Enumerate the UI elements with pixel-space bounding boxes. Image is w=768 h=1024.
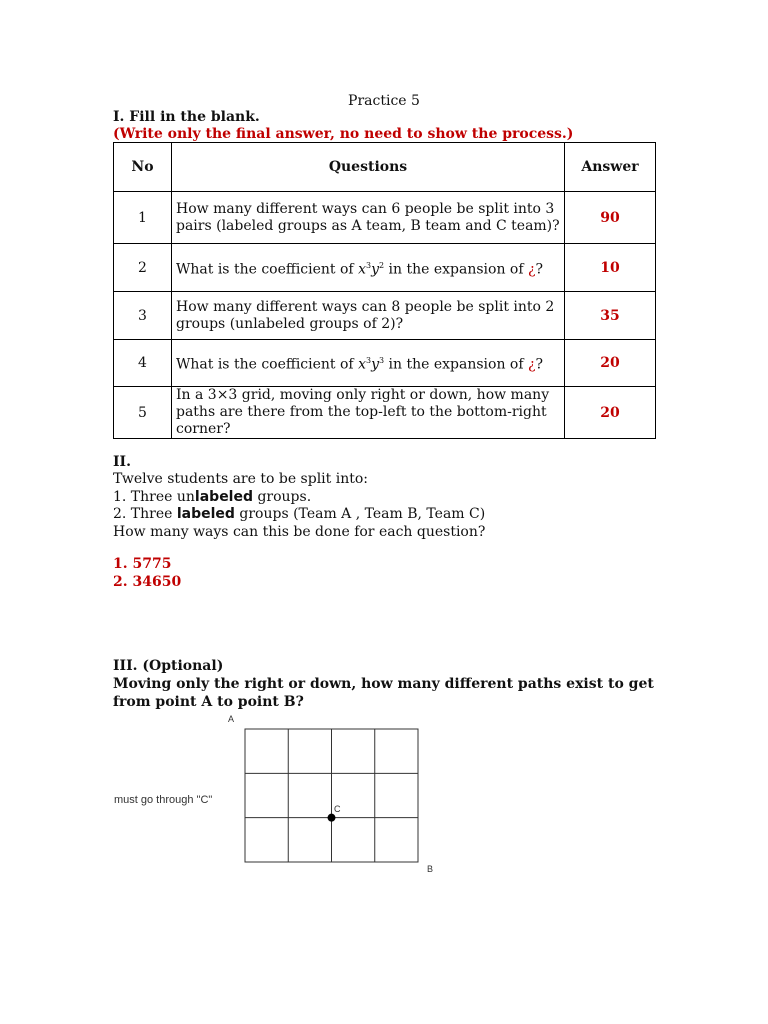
section-3-heading: III. (Optional): [113, 658, 224, 674]
table-row: [114, 244, 656, 292]
question-part: What is the coefficient of: [176, 356, 359, 373]
table-row: [114, 192, 656, 244]
header-questions: Questions: [172, 143, 565, 192]
section-2-heading: II.: [113, 454, 131, 470]
item-text: groups (Team A , Team B, Team C): [234, 506, 486, 522]
item-text: 1. Three un: [113, 488, 195, 505]
row-number: 2: [114, 244, 172, 292]
table-row: [114, 387, 656, 439]
question-text: [172, 340, 565, 387]
math-exponent: 2: [378, 260, 385, 270]
row-number: 3: [114, 292, 172, 340]
question-part: in the expansion of: [384, 261, 528, 278]
question-part: in the expansion of: [384, 356, 528, 373]
section-1-instruction: (Write only the final answer, no need to show the process.): [113, 126, 574, 142]
section-2-item-2: [113, 506, 485, 524]
answer-cell: 10: [565, 244, 656, 292]
answer-cell: 90: [565, 192, 656, 244]
question-text: How many different ways can 8 people be split into 2 groups (unlabeled groups of 2)?: [172, 292, 565, 340]
math-exponent: 3: [365, 356, 372, 366]
table-row: [114, 292, 656, 340]
row-number: 1: [114, 192, 172, 244]
point-c-dot: [328, 814, 336, 822]
answer-cell: 20: [565, 340, 656, 387]
answer-2: 2. 34650: [113, 573, 182, 590]
section-3-question: Moving only the right or down, how many different paths exist to get from point A to point B?: [113, 676, 654, 710]
table-row: [114, 340, 656, 387]
math-variable-y: y: [371, 261, 379, 278]
table-header-row: [114, 143, 656, 192]
math-variable-x: x: [358, 356, 366, 373]
constraint-note: must go through "C": [114, 794, 213, 806]
header-no: No: [114, 143, 172, 192]
item-emphasis: labeled: [194, 488, 253, 505]
grid-diagram: [108, 712, 468, 882]
question-part: ?: [535, 261, 544, 278]
broken-symbol: ¿: [527, 261, 536, 278]
question-text: How many different ways can 6 people be split into 3 pairs (labeled groups as A team, B team and C team)?: [172, 192, 565, 244]
questions-table: [113, 142, 656, 439]
question-text: In a 3×3 grid, moving only right or down, how many paths are there from the top-left to the bottom-right corner?: [172, 387, 565, 439]
item-text: 2. Three: [113, 506, 177, 522]
section-2-item-1: [113, 489, 485, 507]
question-text: [172, 244, 565, 292]
item-emphasis: labeled: [176, 506, 235, 522]
math-variable-y: y: [371, 356, 379, 373]
item-text: groups.: [253, 488, 312, 505]
section-2-question: How many ways can this be done for each question?: [113, 523, 486, 540]
math-variable-x: x: [358, 261, 366, 278]
section-2-body: [113, 471, 485, 541]
answer-cell: 20: [565, 387, 656, 439]
label-b: B: [427, 864, 434, 874]
section-1-heading: I. Fill in the blank.: [113, 109, 260, 125]
row-number: 5: [114, 387, 172, 439]
header-answer: Answer: [565, 143, 656, 192]
answer-1: 1. 5775: [113, 556, 172, 572]
label-c: C: [334, 804, 341, 814]
question-part: What is the coefficient of: [176, 261, 359, 278]
label-a: A: [228, 714, 235, 724]
grid-lines: [245, 729, 418, 862]
question-part: ?: [535, 356, 544, 373]
math-exponent: 3: [365, 260, 372, 270]
row-number: 4: [114, 340, 172, 387]
answer-cell: 35: [565, 292, 656, 340]
math-exponent: 3: [378, 356, 385, 366]
page-title: Practice 5: [348, 93, 420, 109]
section-2-intro: Twelve students are to be split into:: [113, 471, 369, 487]
section-2-answers: [113, 556, 181, 591]
broken-symbol: ¿: [527, 356, 536, 373]
